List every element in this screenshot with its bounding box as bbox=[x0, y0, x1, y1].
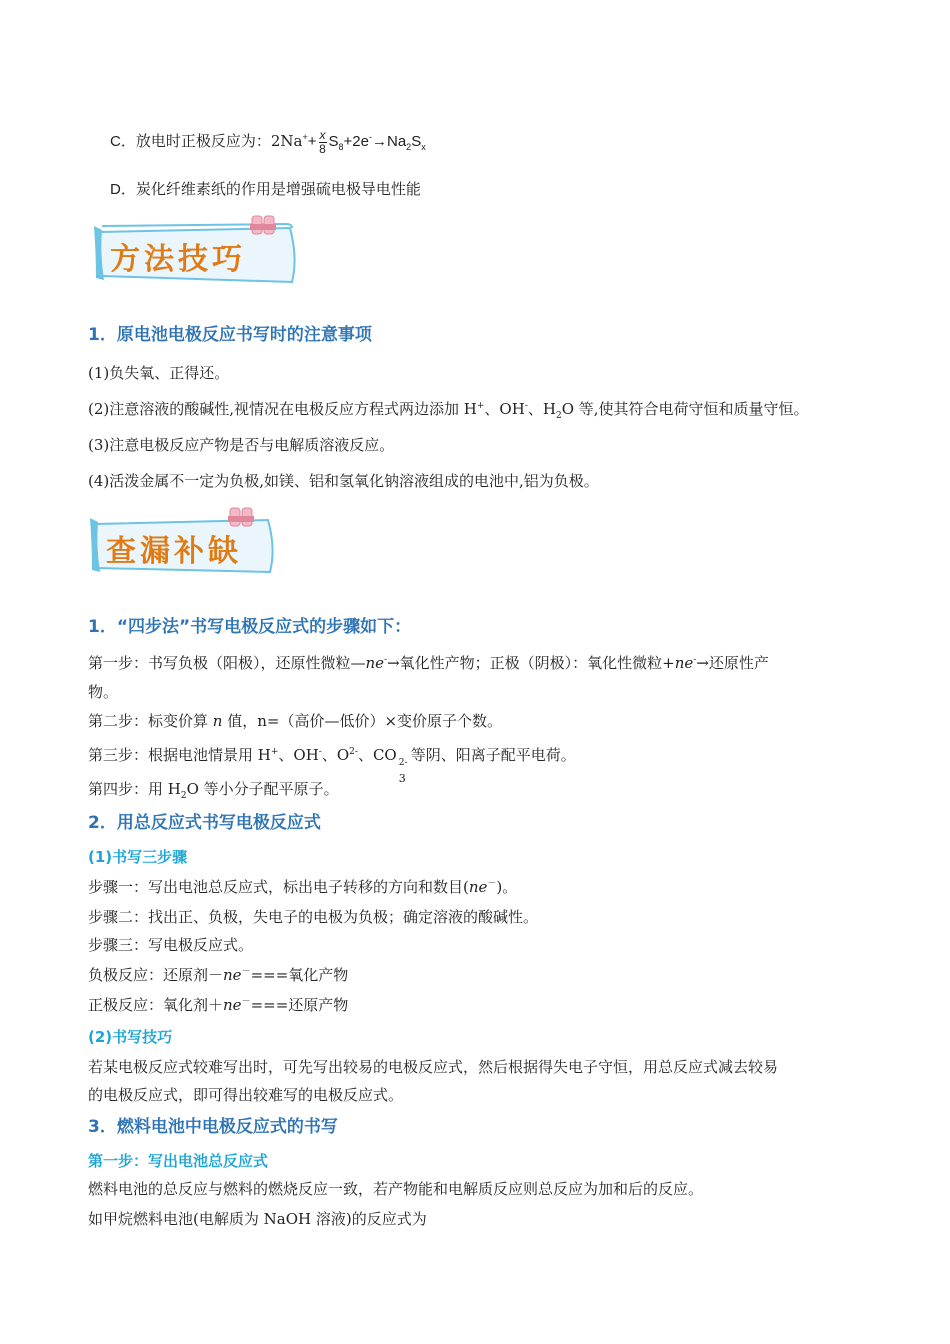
method-point-3: (3)注意电极反应产物是否与电解质溶液反应。 bbox=[88, 436, 395, 454]
sub: x bbox=[421, 142, 426, 152]
sub: 2 bbox=[180, 791, 187, 801]
text: 第四步：用 H bbox=[88, 780, 181, 798]
text: O 等,使其符合电荷守恒和质量守恒。 bbox=[561, 400, 809, 418]
text: 第二步：标变价算 bbox=[88, 712, 213, 730]
electron-term: +2e bbox=[343, 133, 369, 150]
sup: － bbox=[241, 967, 251, 977]
option-d bbox=[110, 176, 870, 203]
sup: + bbox=[302, 132, 308, 142]
text: 第一步：书写负极（阳极），还原性微粒— bbox=[88, 654, 366, 672]
n-variable: n bbox=[212, 712, 223, 730]
subheading: (1)书写三步骤 bbox=[88, 848, 188, 866]
section-heading: 1．原电池电极反应书写时的注意事项 bbox=[88, 325, 372, 345]
option-c bbox=[110, 128, 870, 156]
text: )。 bbox=[496, 878, 518, 896]
method-point-4: (4)活泼金属不一定为负极,如镁、铝和氢氧化钠溶液组成的电池中,铝为负极。 bbox=[88, 472, 599, 490]
option-c-text: 放电时正极反应为：2Na bbox=[135, 132, 303, 150]
sup: － bbox=[241, 997, 251, 1007]
step-4 bbox=[88, 776, 870, 802]
tip-line-1: 若某电极反应式较难写出时，可先写出较易的电极反应式，然后根据得失电子守恒，用总反应式减去较易 bbox=[88, 1058, 779, 1076]
negative-electrode-reaction bbox=[88, 962, 870, 988]
step-1-line-2: 物。 bbox=[88, 683, 119, 701]
text: 负极反应：还原剂－ bbox=[88, 966, 224, 984]
ne: ne bbox=[468, 878, 488, 896]
sup: + bbox=[476, 401, 485, 411]
text: ===还原产物 bbox=[250, 996, 349, 1014]
fraction-denominator: 8 bbox=[319, 141, 326, 156]
sup: - bbox=[693, 655, 697, 665]
section-heading: 1．“四步法”书写电极反应式的步骤如下： bbox=[88, 617, 412, 637]
subheading: 第一步：写出电池总反应式 bbox=[88, 1152, 269, 1170]
arrow-product: →Na bbox=[371, 133, 407, 150]
fuel-cell-line-2: 如甲烷燃料电池(电解质为 NaOH 溶液)的反应式为 bbox=[88, 1210, 427, 1228]
text: 值，n=（高价—低价）×变价原子个数。 bbox=[222, 712, 503, 730]
sup: - bbox=[368, 132, 372, 142]
sup: + bbox=[270, 747, 279, 757]
banner-title: 查漏补缺 bbox=[106, 534, 242, 569]
ne: ne bbox=[674, 654, 694, 672]
sub: 2 bbox=[555, 411, 562, 421]
sup: - bbox=[318, 747, 322, 757]
ne: ne bbox=[223, 966, 242, 984]
fuel-cell-line-1: 燃料电池的总反应与燃料的燃烧反应一致，若产物能和电解质反应则总反应为加和后的反应。 bbox=[88, 1180, 704, 1198]
procedure-step-2: 步骤二：找出正、负极，失电子的电极为负极；确定溶液的酸碱性。 bbox=[88, 908, 539, 926]
text: 等阴、阳离子配平电荷。 bbox=[410, 746, 576, 764]
subheading: (2)书写技巧 bbox=[88, 1028, 173, 1046]
ne: ne bbox=[223, 996, 242, 1014]
section-heading: 3．燃料电池中电极反应式的书写 bbox=[88, 1117, 338, 1137]
sup: 2- bbox=[349, 747, 358, 757]
sup: - bbox=[384, 655, 388, 665]
step-3 bbox=[88, 742, 870, 785]
text: 、OH bbox=[278, 746, 319, 764]
method-point-1: (1)负失氧、正得还。 bbox=[88, 364, 230, 382]
section-heading: 2．用总反应式书写电极反应式 bbox=[88, 813, 321, 833]
sulfur: S bbox=[328, 133, 339, 150]
procedure-step-1 bbox=[88, 874, 870, 900]
text: O 等小分子配平原子。 bbox=[186, 780, 339, 798]
sub: 2 bbox=[406, 142, 412, 152]
text: 、OH bbox=[484, 400, 525, 418]
text: 第三步：根据电池情景用 H bbox=[88, 746, 271, 764]
sup: 2- bbox=[398, 758, 408, 768]
plus: + bbox=[307, 133, 317, 150]
option-d-letter: D． bbox=[110, 181, 136, 198]
positive-electrode-reaction bbox=[88, 992, 870, 1018]
sulfur: S bbox=[411, 133, 422, 150]
ne: ne bbox=[365, 654, 385, 672]
step-2 bbox=[88, 708, 870, 734]
text: →氧化性产物；正极（阴极）：氧化性微粒+ bbox=[387, 654, 675, 672]
procedure-step-3: 步骤三：写电极反应式。 bbox=[88, 936, 254, 954]
text: 、H bbox=[527, 400, 556, 418]
option-c-letter: C． bbox=[110, 133, 136, 150]
tip-line-2: 的电极反应式，即可得出较难写的电极反应式。 bbox=[88, 1086, 404, 1104]
sup: － bbox=[487, 879, 497, 889]
sup: - bbox=[524, 401, 528, 411]
banner-method-tips bbox=[92, 214, 302, 286]
text: 正极反应：氧化剂＋ bbox=[88, 996, 224, 1014]
text: ===氧化产物 bbox=[250, 966, 349, 984]
fraction-numerator: x bbox=[319, 127, 326, 142]
text: 、CO bbox=[357, 746, 397, 764]
text: 、O bbox=[321, 746, 350, 764]
text: →还原性产 bbox=[696, 654, 769, 672]
text: 步骤一：写出电池总反应式，标出电子转移的方向和数目( bbox=[88, 878, 469, 896]
text: (2)注意溶液的酸碱性,视情况在电极反应方程式两边添加 H bbox=[88, 400, 477, 418]
fraction bbox=[319, 129, 327, 156]
step-1-line-1 bbox=[88, 650, 870, 676]
banner-fill-gaps bbox=[88, 506, 278, 578]
sub: 3 bbox=[398, 772, 406, 785]
banner-title: 方法技巧 bbox=[110, 242, 246, 277]
option-d-text: 炭化纤维素纸的作用是增强硫电极导电性能 bbox=[135, 180, 421, 198]
method-point-2 bbox=[88, 396, 870, 422]
sub: 8 bbox=[338, 142, 344, 152]
